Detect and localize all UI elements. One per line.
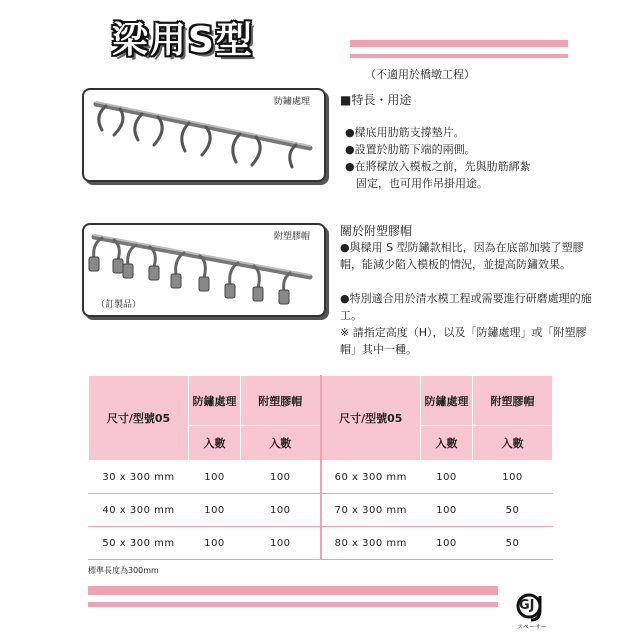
table-cell-rust: 100 xyxy=(421,527,473,560)
cap-paragraph: ●特別適合用於清水模工程或需要進行研磨處理的施工。 xyxy=(340,292,592,322)
qty-header: 入數 xyxy=(473,426,553,461)
feature-item: ●在將樑放入模板之前，先與肋筋綁紮 xyxy=(345,160,531,173)
features-heading: ■特長・用途 xyxy=(340,93,412,107)
decorative-stripe xyxy=(350,40,568,47)
table-cell-rust: 100 xyxy=(189,461,241,494)
page-title: 梁用S型 xyxy=(112,20,254,61)
panel-label: 附塑膠帽 xyxy=(274,232,311,242)
cap-paragraph: ●與樑用 S 型防鏽款相比，因為在底部加裝了塑膠帽，能減少陷入模板的情況，並提高防鏽效果。 xyxy=(340,241,584,271)
qty-header: 入數 xyxy=(421,426,473,461)
size-header: 尺寸/型號05 xyxy=(321,376,421,461)
size-header: 尺寸/型號05 xyxy=(89,376,189,461)
product-image-rustproof xyxy=(82,88,326,182)
qty-header: 入數 xyxy=(241,426,321,461)
brand-logo xyxy=(515,592,555,632)
table-cell-cap: 100 xyxy=(241,494,321,527)
rust-header: 防鏽處理 xyxy=(421,376,473,426)
cap-header: 附塑膠帽 xyxy=(241,376,321,426)
decorative-stripe xyxy=(88,602,498,607)
table-cell-cap: 100 xyxy=(241,461,321,494)
applicability-note: （不適用於橋墩工程） xyxy=(365,68,475,81)
table-cell-rust: 100 xyxy=(421,494,473,527)
decorative-stripe xyxy=(350,54,568,58)
table-cell-rust: 100 xyxy=(189,494,241,527)
feature-item: 固定，也可用作吊掛用途。 xyxy=(345,177,488,190)
feature-item: ●樑底用肋筋支撐墊片。 xyxy=(345,126,465,139)
table-cell-size: 80 x 300 mm xyxy=(321,527,421,560)
rust-header: 防鏽處理 xyxy=(189,376,241,426)
table-cell-size: 50 x 300 mm xyxy=(89,527,189,560)
table-cell-rust: 100 xyxy=(189,527,241,560)
table-cell-size: 30 x 300 mm xyxy=(89,461,189,494)
logo-letters: GJ xyxy=(519,598,535,613)
table-cell-size: 60 x 300 mm xyxy=(321,461,421,494)
cap-paragraph: ※ 請指定高度（H），以及「防鏽處理」或「附塑膠帽」其中一種。 xyxy=(340,326,587,356)
table-cell-cap: 50 xyxy=(473,527,553,560)
table-cell-cap: 50 xyxy=(473,494,553,527)
cap-heading: 關於附塑膠帽 xyxy=(340,224,413,238)
table-cell-rust: 100 xyxy=(421,461,473,494)
feature-item: ●設置於肋筋下端的兩側。 xyxy=(345,143,476,156)
spec-table xyxy=(88,375,553,560)
cap-header: 附塑膠帽 xyxy=(473,376,553,426)
decorative-stripe xyxy=(88,586,498,595)
footnote: 標準長度為300mm xyxy=(88,566,159,575)
table-cell-cap: 100 xyxy=(241,527,321,560)
custom-order-note: （訂製品） xyxy=(96,300,142,310)
qty-header: 入數 xyxy=(189,426,241,461)
panel-label: 防鏽處理 xyxy=(274,97,311,107)
table-cell-size: 70 x 300 mm xyxy=(321,494,421,527)
table-cell-size: 40 x 300 mm xyxy=(89,494,189,527)
table-cell-cap: 100 xyxy=(473,461,553,494)
logo-text: スペーサー xyxy=(517,624,548,631)
